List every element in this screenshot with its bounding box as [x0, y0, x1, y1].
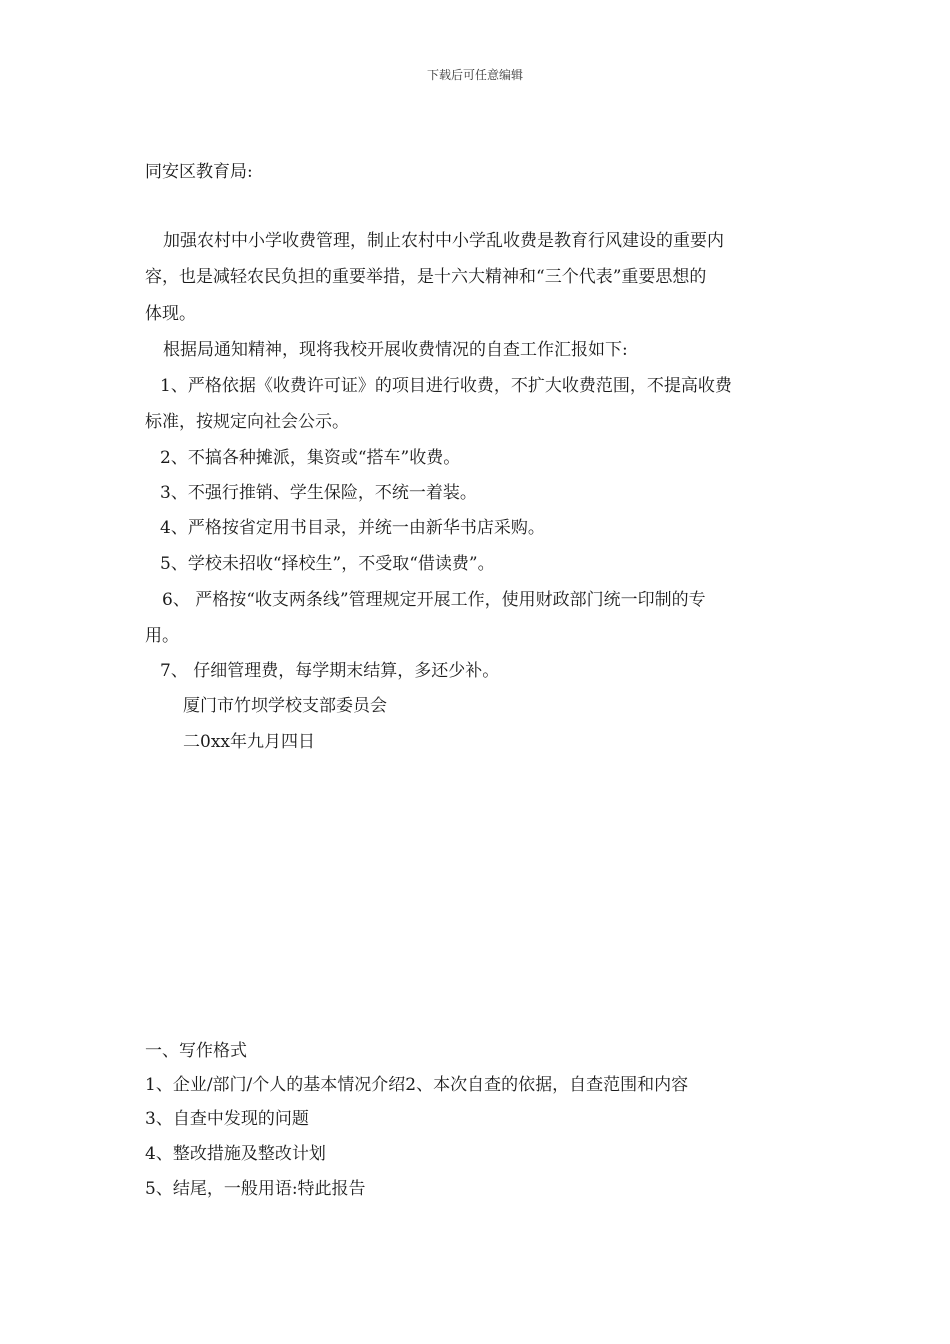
list-item: 4、严格按省定用书目录，并统一由新华书店采购。 [160, 518, 545, 538]
intro-line: 体现。 [145, 304, 196, 324]
section-heading: 一、写作格式 [145, 1041, 247, 1061]
list-item: 用。 [145, 626, 179, 646]
list-item: 5、学校未招收“择校生”，不受取“借读费”。 [160, 554, 495, 574]
format-item: 5、结尾，一般用语:特此报告 [145, 1179, 366, 1199]
recipient: 同安区教育局: [145, 162, 253, 182]
list-item: 3、不强行推销、学生保险，不统一着装。 [160, 483, 477, 503]
list-item: 标准，按规定向社会公示。 [145, 412, 349, 432]
header-note: 下载后可任意编辑 [426, 68, 523, 82]
date: 二0xx年九月四日 [183, 732, 315, 752]
format-item: 3、自查中发现的问题 [145, 1109, 309, 1129]
format-item: 4、整改措施及整改计划 [145, 1144, 326, 1164]
list-item: 1、严格依据《收费许可证》的项目进行收费，不扩大收费范围，不提高收费 [160, 376, 732, 396]
intro-line: 容，也是减轻农民负担的重要举措，是十六大精神和“三个代表”重要思想的 [145, 267, 707, 287]
list-item: 6、 严格按“收支两条线”管理规定开展工作，使用财政部门统一印制的专 [162, 590, 706, 610]
list-item: 2、不搞各种摊派，集资或“搭车”收费。 [160, 448, 461, 468]
list-item: 7、 仔细管理费，每学期末结算，多还少补。 [160, 661, 500, 681]
lead-paragraph: 根据局通知精神，现将我校开展收费情况的自查工作汇报如下: [163, 340, 628, 360]
signature: 厦门市竹坝学校支部委员会 [183, 696, 387, 716]
format-item: 1、企业/部门/个人的基本情况介绍2、本次自查的依据，自查范围和内容 [145, 1075, 689, 1095]
intro-line: 加强农村中小学收费管理，制止农村中小学乱收费是教育行风建设的重要内 [163, 231, 724, 251]
